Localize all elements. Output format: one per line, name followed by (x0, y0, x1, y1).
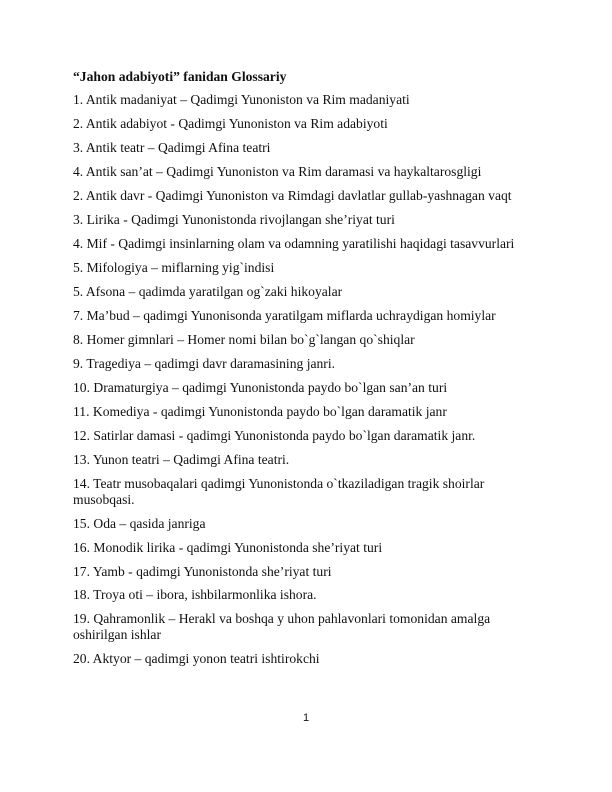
glossary-list (73, 92, 543, 667)
glossary-entry: 3. Antik teatr – Qadimgi Afina teatri (73, 139, 271, 155)
glossary-entry: 19. Qahramonlik – Herakl va boshqa y uhon pahlavonlari tomonidan amalga oshirilgan ishlar (73, 611, 491, 643)
glossary-entry: 11. Komediya - qadimgi Yunonistonda paydo bo`lgan daramatik janr (73, 403, 447, 419)
glossary-entry: 10. Dramaturgiya – qadimgi Yunonistonda paydo bo`lgan san’an turi (73, 379, 448, 395)
glossary-entry: 7. Ma’bud – qadimgi Yunonisonda yaratilgam miflarda uchraydigan homiylar (73, 307, 496, 323)
glossary-entry: 12. Satirlar damasi - qadimgi Yunonistonda paydo bo`lgan daramatik janr. (73, 427, 476, 443)
glossary-entry: 16. Monodik lirika - qadimgi Yunonistonda she’riyat turi (73, 539, 383, 555)
glossary-entry: 8. Homer gimnlari – Homer nomi bilan bo`g`langan qo`shiqlar (73, 331, 415, 347)
glossary-entry: 15. Oda – qasida janriga (73, 515, 206, 531)
glossary-entry: 2. Antik davr - Qadimgi Yunoniston va Rimdagi davlatlar gullab-yashnagan vaqt (73, 187, 512, 203)
glossary-entry: 5. Mifologiya – miflarning yig`indisi (73, 259, 275, 275)
glossary-entry: 4. Antik san’at – Qadimgi Yunoniston va Rim daramasi va haykaltarosgligi (73, 163, 482, 179)
glossary-entry: 9. Tragediya – qadimgi davr daramasining janri. (73, 355, 336, 371)
glossary-entry: 17. Yamb - qadimgi Yunonistonda she’riyat turi (73, 563, 332, 579)
glossary-entry: 14. Teatr musobaqalari qadimgi Yunonistonda o`tkaziladigan tragik shoirlar musobqasi. (73, 475, 485, 507)
page-number: 1 (302, 712, 310, 724)
document-title: “Jahon adabiyoti” fanidan Glossariy (73, 69, 287, 84)
glossary-entry: 1. Antik madaniyat – Qadimgi Yunoniston va Rim madaniyati (73, 92, 410, 107)
document-body (73, 68, 543, 675)
glossary-entry: 2. Antik adabiyot - Qadimgi Yunoniston va Rim adabiyoti (73, 115, 388, 131)
glossary-entry: 4. Mif - Qadimgi insinlarning olam va odamning yaratilishi haqidagi tasavvurlari (73, 235, 515, 251)
glossary-entry: 3. Lirika - Qadimgi Yunonistonda rivojlangan she’riyat turi (73, 211, 395, 227)
glossary-entry: 20. Aktyor – qadimgi yonon teatri ishtirokchi (73, 651, 320, 667)
glossary-entry: 18. Troya oti – ibora, ishbilarmonlika ishora. (73, 587, 317, 603)
glossary-entry: 13. Yunon teatri – Qadimgi Afina teatri. (73, 451, 290, 467)
glossary-entry: 5. Afsona – qadimda yaratilgan og`zaki hikoyalar (73, 283, 343, 299)
